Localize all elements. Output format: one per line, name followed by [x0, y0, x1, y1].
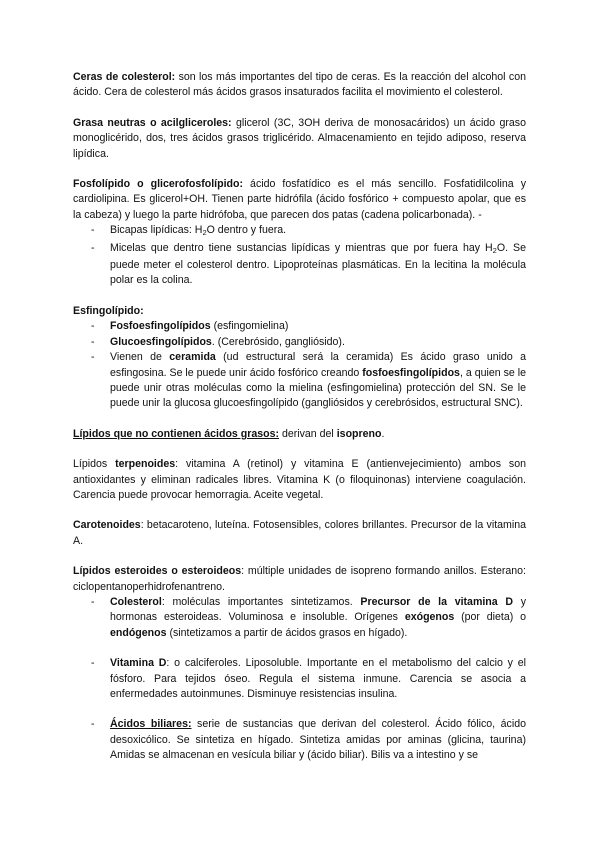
- paragraph-text: .: [381, 427, 385, 440]
- esfingolipido-title: Esfingolípido:: [73, 304, 144, 317]
- esteroides-title: Lípidos esteroides o esteroideos: [73, 565, 242, 578]
- list-item: [110, 656, 526, 702]
- list-item: [110, 319, 526, 334]
- bold-term: fosfoesfingolípidos: [362, 366, 460, 379]
- list-item: [110, 241, 526, 289]
- bullet-text: y hormonas esteroideas. Voluminosa e insoluble. Orígenes: [110, 595, 527, 624]
- fosfolipido-paragraph: [73, 177, 526, 223]
- bullet-text: . (Cerebrósido, gangliósido).: [211, 335, 345, 348]
- bold-term: endógenos: [110, 626, 167, 639]
- subscript: 2: [202, 228, 207, 238]
- list-item: [110, 350, 526, 412]
- bullet-text: (ud estructural será la ceramida) Es ácido graso unido a esfingosina. Se le puede unir ácido fosfórico creando: [110, 351, 527, 379]
- list-item: [110, 717, 526, 763]
- terpenoides-paragraph: [73, 457, 526, 503]
- bold-term: Colesterol: [110, 595, 162, 608]
- bullet-text: serie de sustancias que derivan del colesterol. Ácido fólico, ácido desoxicólico. Se sintetiza en hígado. Sintetiza amidas por aminas (glicina, taurina) Amidas se almacenan en vesícula biliar y (ácido biliar). Bilis va a intestino y se: [110, 718, 526, 762]
- list-item: [110, 595, 526, 641]
- ceras-title: Ceras de colesterol:: [73, 71, 176, 83]
- no-acidos-paragraph: [73, 427, 526, 442]
- bullet-text: O dentro y fuera.: [206, 224, 287, 237]
- carotenoides-title: Carotenoides: [73, 519, 141, 532]
- grasas-text: glicerol (3C, 3OH deriva de monosacáridos) un ácido graso monoglicérido, dos, tres ácidos grasos triglicérido. Almacenamiento en tejido adiposo, reserva lipídica.: [73, 116, 526, 160]
- bold-term: terpenoides: [115, 458, 176, 471]
- esfingolipido-heading: [73, 304, 526, 319]
- bold-term: Vitamina D: [110, 657, 167, 670]
- bullet-text: , a quien se le puede unir otras moléculas como la mielina (esfingomielina) protección del SN. Se le puede unir la glucosa glucoesfingolípido (gangliósidos y cerebrósidos, estructural SNC).: [110, 366, 526, 410]
- bullet-text: (esfingomielina): [210, 320, 289, 333]
- list-item: [110, 335, 526, 350]
- fosfolipido-text: ácido fosfatídico es el más sencillo. Fosfatidilcolina y cardiolipina. Es glicerol+OH. Tienen parte hidrófila (ácido fosfórico + compuesto apolar, que es la cabeza) y luego la parte hidrófoba, que parecen dos patas (cadena policarbonada). -: [73, 178, 526, 221]
- grasas-title: Grasa neutras o acilgliceroles:: [73, 116, 232, 129]
- paragraph-text: Lípidos: [73, 458, 116, 471]
- bold-term: ceramida: [169, 351, 216, 364]
- carotenoides-paragraph: [73, 518, 526, 549]
- bullet-text: : moléculas importantes sintetizamos.: [161, 595, 361, 608]
- esteroides-list: [73, 595, 526, 764]
- subscript: 2: [492, 245, 497, 255]
- bullet-text: : o calciferoles. Liposoluble. Importante en el metabolismo del calcio y el fósforo. Para tejidos óseo. Regula el sistema inmune. Carencia se asocia a enfermedades autoinmunes. Disminuye resistencias insulina.: [110, 657, 526, 700]
- ceras-text: son los más importantes del tipo de ceras. Es la reacción del alcohol con ácido. Cera de colesterol más ácidos grasos insaturados facilita el movimiento el colesterol.: [73, 71, 526, 99]
- esfingolipido-list: [73, 319, 526, 411]
- bullet-text: (sintetizamos a partir de ácidos grasos en hígado).: [166, 626, 408, 639]
- bold-term: isopreno: [336, 427, 382, 440]
- esteroides-paragraph: [73, 564, 526, 595]
- bold-term: exógenos: [404, 611, 455, 624]
- bold-term: Ácidos biliares:: [110, 718, 192, 731]
- bullet-text: Micelas que dentro tiene sustancias lipídicas y mientras que por fuera hay H: [110, 241, 493, 254]
- bullet-text: Bicapas lipídicas: H: [110, 224, 203, 237]
- bullet-text: (por dieta) o: [454, 611, 526, 624]
- fosfolipido-title: Fosfolípido o glicerofosfolípido:: [73, 178, 244, 191]
- fosfolipido-list: [73, 223, 526, 289]
- grasas-paragraph: [73, 116, 526, 162]
- bold-term: Glucoesfingolípidos: [110, 335, 212, 348]
- bullet-text: O. Se puede meter el colesterol dentro. Lipoproteínas plasmáticas. En la lecitina la molécula polar es la colina.: [110, 241, 526, 287]
- paragraph-text: : vitamina A (retinol) y vitamina E (antienvejecimiento) ambos son antioxidantes y eliminan radicales libres. Vitamina K (o filoquinonas) interviene coagulación. Carencia puede provocar hemorragia. Aceite vegetal.: [73, 458, 526, 501]
- list-item: [110, 223, 526, 240]
- bullet-text: Vienen de: [110, 351, 170, 364]
- bold-term: Precursor de la vitamina D: [360, 595, 514, 608]
- bold-term: Fosfoesfingolípidos: [110, 320, 211, 333]
- no-acidos-title: Lípidos que no contienen ácidos grasos:: [73, 427, 280, 440]
- paragraph-text: : múltiple unidades de isopreno formando anillos. Esterano: ciclopentanoperhidrofenantreno.: [73, 565, 526, 593]
- paragraph-text: : betacaroteno, luteína. Fotosensibles, colores brillantes. Precursor de la vitamina A.: [73, 519, 526, 547]
- ceras-paragraph: [73, 70, 526, 101]
- paragraph-text: derivan del: [279, 427, 337, 440]
